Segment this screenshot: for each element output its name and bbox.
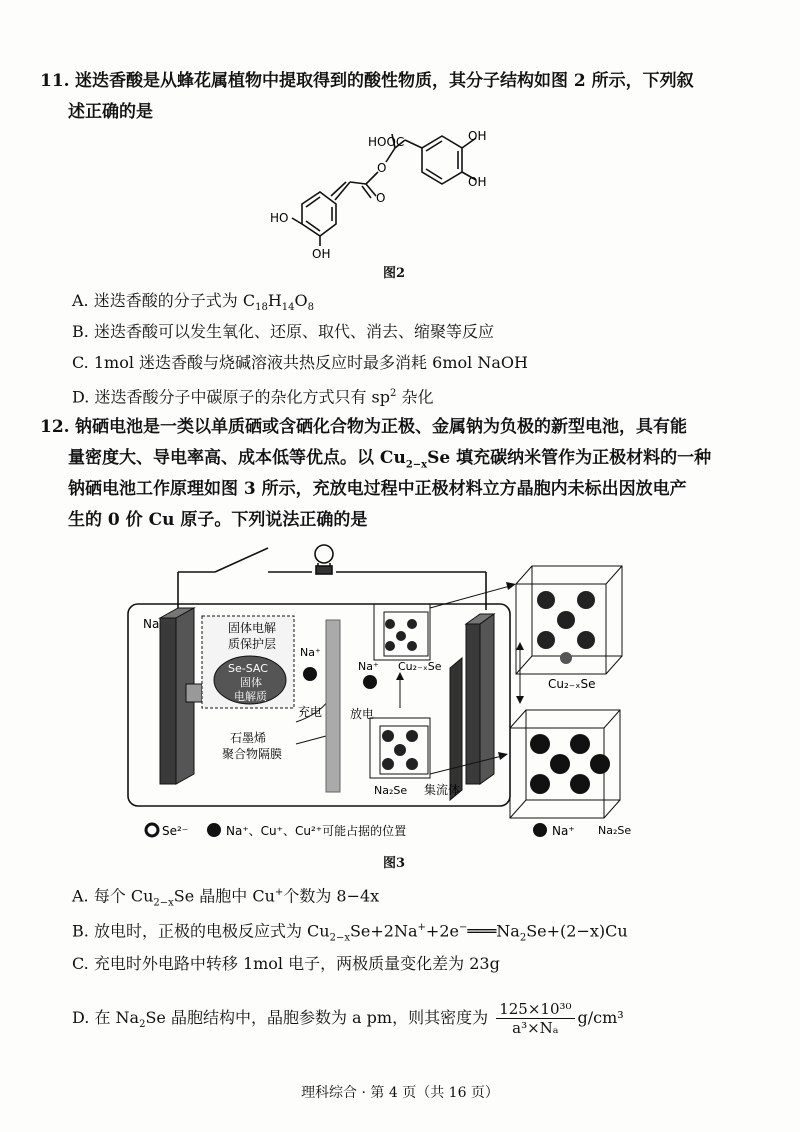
label-discharge: 放电 bbox=[350, 707, 375, 721]
q11-number: 11. bbox=[40, 71, 70, 91]
label-o-carbonyl: O bbox=[376, 191, 386, 205]
q12-option-a: A. 每个 $Cu_{2-x}Se$ 晶胞中 Cu+个数为 8−4x bbox=[72, 886, 380, 909]
svg-text:Na₂Se: Na₂Se bbox=[374, 784, 408, 797]
big-cell-cu2xse bbox=[516, 566, 622, 674]
q11-option-d: D. 迷迭香酸分子中碳原子的杂化方式只有 $sp^2$ 杂化 bbox=[72, 387, 434, 407]
page-footer: 理科综合 · 第 4 页（共 16 页） bbox=[301, 1085, 499, 1101]
na-ion-1 bbox=[303, 667, 317, 681]
figure-3-legend bbox=[146, 823, 575, 838]
svg-text:Na⁺: Na⁺ bbox=[300, 646, 321, 659]
figure-3-caption: 图3 bbox=[383, 856, 406, 871]
q12-stem-line1: 12. 钠硒电池是一类以单质硒或含硒化合物为正极、金属钠为负极的新型电池，具有能 bbox=[40, 417, 687, 437]
na-electrode bbox=[160, 608, 202, 784]
graphene-separator bbox=[326, 620, 340, 792]
svg-text:石墨烯: 石墨烯 bbox=[230, 731, 267, 745]
svg-text:Na⁺: Na⁺ bbox=[358, 660, 379, 673]
small-cell-cu2xse bbox=[374, 604, 430, 660]
svg-text:Na⁺、Cu⁺、Cu²⁺可能占据的位置: Na⁺、Cu⁺、Cu²⁺可能占据的位置 bbox=[226, 824, 407, 838]
svg-text:Cu₂₋ₓSe: Cu₂₋ₓSe bbox=[398, 660, 442, 673]
q12-stem-line4: 生的 0 价 Cu 原子。下列说法正确的是 bbox=[68, 510, 368, 530]
svg-text:电解质: 电解质 bbox=[234, 690, 267, 703]
svg-text:Na⁺: Na⁺ bbox=[552, 824, 575, 838]
svg-text:固体: 固体 bbox=[240, 676, 262, 689]
density-fraction: $\frac{\text{125×10³⁰}}{\text{a³×Nₐ}}$ bbox=[496, 1000, 574, 1037]
svg-text:Se²⁻: Se²⁻ bbox=[162, 824, 189, 838]
label-o-ester: O bbox=[377, 161, 387, 175]
na-ion-2 bbox=[363, 675, 377, 689]
svg-text:Cu₂₋ₓSe: Cu₂₋ₓSe bbox=[548, 677, 596, 691]
svg-text:聚合物隔膜: 聚合物隔膜 bbox=[222, 747, 283, 761]
label-oh-rt: OH bbox=[468, 129, 487, 143]
q12-stem-line2: 量密度大、导电率高、成本低等优点。以 $Cu_{2-x}Se$ 填充碳纳米管作为正极材料的一种 bbox=[68, 448, 712, 471]
q12-stem-line3: 钠硒电池工作原理如图 3 所示，充放电过程中正极材料立方晶胞内未标出因放电产 bbox=[68, 479, 687, 499]
svg-text:质保护层: 质保护层 bbox=[228, 637, 277, 651]
label-charge: 充电 bbox=[298, 705, 323, 719]
q12-option-d: D. 在 $Na_2Se$ 晶胞结构中，晶胞参数为 a pm，则其密度为 $\frac{\text{125×10³⁰}}{\text{a³×Nₐ}}$ g/cm³ bbox=[72, 1000, 624, 1037]
big-cell-na2se bbox=[510, 710, 620, 818]
q11-option-c: C. 1mol 迷迭香酸与烧碱溶液共热反应时最多消耗 6mol NaOH bbox=[72, 353, 528, 372]
label-hooc: HOOC bbox=[368, 135, 405, 149]
q11-option-b: B. 迷迭香酸可以发生氧化、还原、取代、消去、缩聚等反应 bbox=[72, 322, 494, 341]
figure-3-battery bbox=[0, 538, 800, 848]
small-cell-na2se bbox=[370, 718, 430, 778]
q12-option-c: C. 充电时外电路中转移 1mol 电子，两极质量变化差为 23g bbox=[72, 954, 500, 973]
q12-option-b: B. 放电时，正极的电极反应式为 $Cu_{2-x}Se+2Na^++2e^-═══Na_2Se+(2-x)Cu$ bbox=[72, 921, 628, 944]
q11-stem-line2: 述正确的是 bbox=[68, 102, 153, 122]
label-na: Na bbox=[143, 617, 160, 631]
svg-text:Na₂Se: Na₂Se bbox=[598, 824, 632, 837]
label-oh-l: OH bbox=[312, 247, 331, 261]
q12-number: 12. bbox=[40, 417, 70, 437]
current-collector bbox=[450, 614, 494, 800]
q11-option-a: A. 迷迭香酸的分子式为 $C_{18}H_{14}O_8$ bbox=[72, 291, 314, 314]
svg-text:Se-SAC: Se-SAC bbox=[228, 662, 268, 675]
svg-text:固体电解: 固体电解 bbox=[228, 621, 277, 635]
figure-2-caption: 图2 bbox=[383, 266, 406, 281]
label-oh-rb: OH bbox=[468, 175, 487, 189]
label-ho: HO bbox=[270, 211, 289, 225]
q11-stem-line1: 11. 迷迭香酸是从蜂花属植物中提取得到的酸性物质，其分子结构如图 2 所示，下列叙 bbox=[40, 71, 694, 91]
label-collector: 集流体 bbox=[424, 783, 461, 797]
